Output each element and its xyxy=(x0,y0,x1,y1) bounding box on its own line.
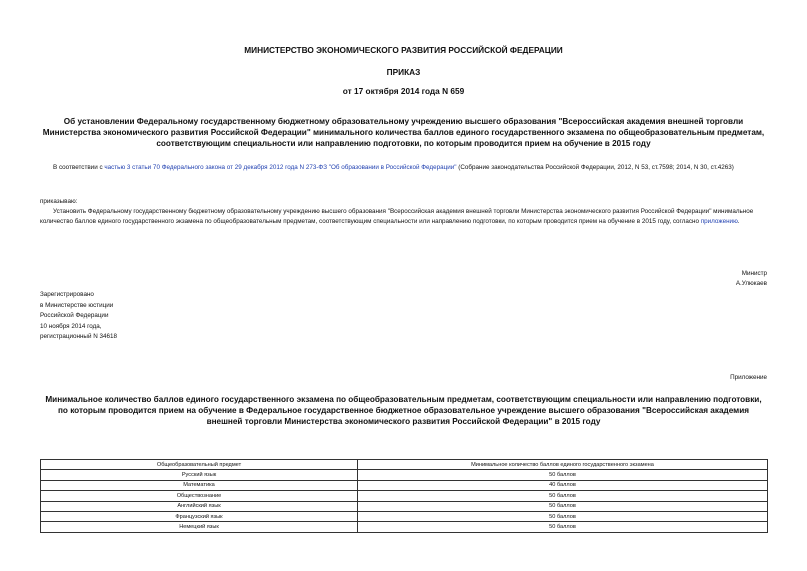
score-cell: 40 баллов xyxy=(358,480,768,490)
registration-line: Зарегистрировано xyxy=(40,291,94,298)
order-paragraph xyxy=(40,207,768,226)
preamble-paragraph xyxy=(40,163,768,173)
subject-cell: Английский язык xyxy=(41,501,358,511)
registration-line: регистрационный N 34618 xyxy=(40,333,118,340)
table-header-row xyxy=(41,460,768,470)
order-body: Установить Федеральному государственному бюджетному образовательному учреждению высшего образования "Всероссийская академия внешней торговли Министерства экономического развития Российской Федерации" минимальное количество баллов единого государственного экзамена по общеобразовательным предметам, соответствующим специальности или направлению подготовки, по которым проводится прием на обучение в 2015 году, согласно xyxy=(40,208,754,225)
subject-cell: Французский язык xyxy=(41,511,358,521)
score-cell: 50 баллов xyxy=(358,522,768,532)
score-cell: 50 баллов xyxy=(358,491,768,501)
column-header-min-score: Минимальное количество баллов единого государственного экзамена xyxy=(358,460,768,470)
order-end: . xyxy=(737,217,740,225)
table-row xyxy=(41,522,768,532)
table-row xyxy=(41,501,768,511)
registration-line: Российской Федерации xyxy=(40,312,109,319)
column-header-subject: Общеобразовательный предмет xyxy=(41,460,358,470)
doc-type-heading: ПРИКАЗ xyxy=(386,67,421,77)
scores-table xyxy=(40,459,768,533)
signature-block xyxy=(736,269,767,289)
preamble-tail: (Собрание законодательства Российской Федерации, 2012, N 53, ст.7598; 2014, N 30, ст.4263) xyxy=(456,164,734,171)
appendix-link[interactable]: приложению xyxy=(700,217,738,225)
registration-line: 10 ноября 2014 года, xyxy=(40,322,102,330)
table-row xyxy=(41,491,768,501)
law-link[interactable]: частью 3 статьи 70 Федерального закона от 29 декабря 2012 года N 273-ФЗ "Об образовании в Российской Федерации" xyxy=(104,164,457,171)
order-word: приказываю: xyxy=(40,198,78,205)
registration-line: в Министерстве юстиции xyxy=(40,301,114,309)
table-row xyxy=(41,480,768,490)
score-cell: 50 баллов xyxy=(358,511,768,521)
ministry-heading: МИНИСТЕРСТВО ЭКОНОМИЧЕСКОГО РАЗВИТИЯ РОССИЙСКОЙ ФЕДЕРАЦИИ xyxy=(244,45,563,55)
score-cell: 50 баллов xyxy=(358,501,768,511)
document-title: Об установлении Федеральному государственному бюджетному образовательному учреждению высшего образования "Всероссийская академия внешней торговли Министерства экономического развития Российской Федерации" минимального количества баллов единого государственного экзамена по общеобразовательным предметам, соответствующим специальности или направлению подготовки, по которым проводится прием на обучение в 2015 году xyxy=(42,117,765,148)
subject-cell: Математика xyxy=(41,480,358,490)
table-row xyxy=(41,470,768,480)
score-cell: 50 баллов xyxy=(358,470,768,480)
appendix-title: Минимальное количество баллов единого государственного экзамена по общеобразовательным предметам, соответствующим специальности или направлению подготовки, по которым проводится прием на обучение в Федеральное государственное бюджетное образовательное учреждение высшего образования "Всероссийская академия внешней торговли Министерства экономического развития Российской Федерации" в 2015 году xyxy=(45,395,762,426)
table-row xyxy=(41,511,768,521)
signature-name: А.Улюкаев xyxy=(735,280,767,287)
subject-cell: Русский язык xyxy=(41,470,358,480)
preamble-lead: В соответствии с xyxy=(53,164,105,171)
subject-cell: Обществознание xyxy=(41,491,358,501)
doc-date-heading: от 17 октября 2014 года N 659 xyxy=(342,86,465,96)
appendix-label: Приложение xyxy=(730,374,767,381)
subject-cell: Немецкий язык xyxy=(41,522,358,532)
registration-block xyxy=(40,290,117,343)
signature-position: Министр xyxy=(741,270,767,277)
